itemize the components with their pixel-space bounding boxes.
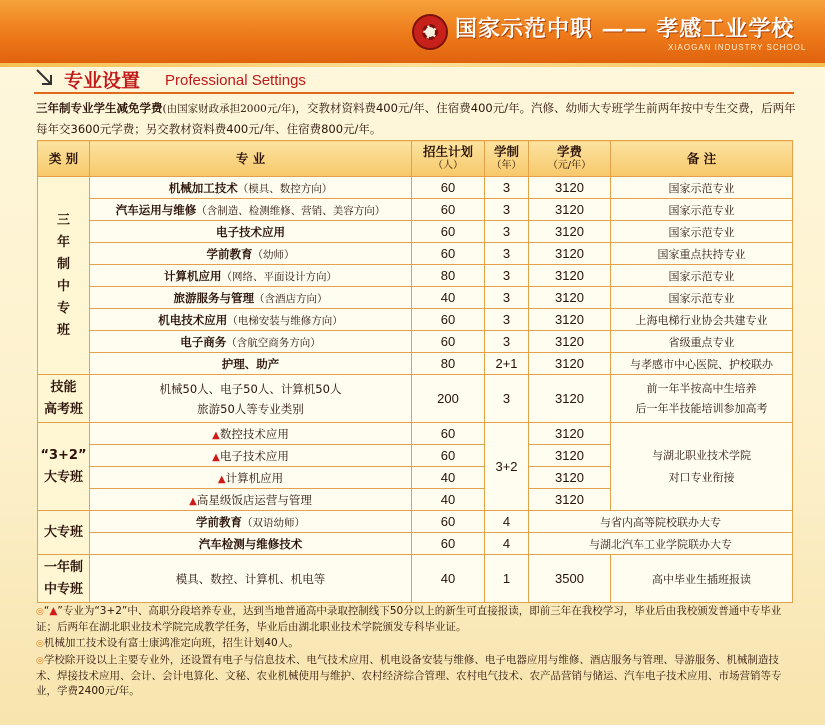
plan-cell: 60 <box>412 177 485 199</box>
major-label: 机电技术应用 <box>158 312 228 327</box>
major-cell <box>90 199 412 221</box>
fee-cell: 3120 <box>529 199 611 221</box>
header-fee <box>529 141 611 177</box>
arrow-icon <box>34 67 56 89</box>
fee-cell: 3120 <box>529 467 611 489</box>
header-years <box>485 141 529 177</box>
plan-cell: 60 <box>412 331 485 353</box>
major-label: 护理、助产 <box>221 356 280 371</box>
remark-cell: 上海电梯行业协会共建专业 <box>611 309 793 331</box>
major-label: 电子技术应用 <box>216 224 285 239</box>
table-row <box>38 353 793 375</box>
section-rule <box>34 92 794 94</box>
table-row <box>38 287 793 309</box>
note-2-text: 机械加工技术设有富士康鸿准定向班，招生计划40人。 <box>43 637 299 649</box>
plan-cell: 40 <box>412 467 485 489</box>
major-line: 旅游50人等专业类别 <box>197 401 304 416</box>
fee-cell: 3500 <box>529 555 611 603</box>
fee-cell: 3120 <box>529 489 611 511</box>
table-row <box>38 309 793 331</box>
program-table <box>37 140 792 601</box>
fee-cell: 3120 <box>529 353 611 375</box>
footer-notes <box>36 604 796 700</box>
major-detail: （模具、数控方向） <box>237 182 333 195</box>
remark-line: 前一年半按高中生培养 <box>646 381 757 395</box>
major-detail: （幼师） <box>252 248 295 261</box>
note-1-quote: “ <box>43 605 50 617</box>
remark-line: 与湖北职业技术学院 <box>652 448 751 462</box>
remark-cell: 省级重点专业 <box>611 331 793 353</box>
major-cell <box>90 533 412 555</box>
header-plan <box>412 141 485 177</box>
section-title-en: Professional Settings <box>165 72 306 89</box>
years-cell: 2+1 <box>485 353 529 375</box>
major-label: 电子技术应用 <box>219 448 289 463</box>
note-3-text: 学校除开设以上主要专业外，还设置有电子与信息技术、电气技术应用、机电设备安装与维修、电子电器应用与维修、酒店服务与管理、导游服务、机械制造技术、焊接技术应用、会计、会计电算化、文秘、农业机械使用与维护、农村经济综合管理、农村电气技术、农产品营销与储运、汽车电子技术应用、市场营销等专业，学费2400元/年。 <box>36 654 782 697</box>
remark-cell <box>611 375 793 423</box>
note-3 <box>36 653 796 699</box>
major-label: 旅游服务与管理 <box>173 290 254 305</box>
category-three-plus-two: “3+2” 大专班 <box>38 423 90 511</box>
note-2 <box>36 636 796 652</box>
major-detail: （网络、平面设计方向） <box>221 270 337 283</box>
category-college: 大专班 <box>38 511 90 555</box>
remark-cell: 与孝感市中心医院、护校联办 <box>611 353 793 375</box>
major-cell <box>90 353 412 375</box>
header-plan-label: 招生计划 <box>422 143 473 159</box>
remark-cell: 高中毕业生插班报读 <box>611 555 793 603</box>
remark-cell: 国家示范专业 <box>611 177 793 199</box>
plan-cell: 40 <box>412 555 485 603</box>
major-cell <box>90 287 412 309</box>
major-label: 机械加工技术 <box>168 180 238 195</box>
major-label: 汽车检测与维修技术 <box>198 536 303 551</box>
fee-cell: 3120 <box>529 177 611 199</box>
major-cell <box>90 243 412 265</box>
years-cell: 3 <box>485 177 529 199</box>
intro-paragraph <box>36 98 796 139</box>
major-label: 计算机应用 <box>164 268 222 283</box>
fee-cell: 3120 <box>529 423 611 445</box>
major-cell <box>90 265 412 287</box>
table-row <box>38 265 793 287</box>
note-1-text: ”专业为“3+2”中、高职分段培养专业，达到当地普通高中录取控制线下50分以上的新生可直接报读，即前三年在我校学习，毕业后由我校颁发普通中专毕业证；后两年在湖北职业技术学院完成教学任务，毕业后由湖北职业技术学院颁发专科毕业证。 <box>36 605 782 633</box>
fee-cell: 3120 <box>529 287 611 309</box>
plan-cell: 200 <box>412 375 485 423</box>
major-cell <box>90 445 412 467</box>
brand-title: 国家示范中职 —— 孝感工业学校 <box>455 16 795 42</box>
major-cell <box>90 423 412 445</box>
header-plan-unit: （人） <box>433 159 463 171</box>
major-cell <box>90 375 412 423</box>
triangle-marker-icon: ▲ <box>217 473 226 485</box>
header-remark: 备 注 <box>611 141 793 177</box>
remark-cell: 国家示范专业 <box>611 199 793 221</box>
years-cell: 3 <box>485 309 529 331</box>
fee-cell: 3120 <box>529 265 611 287</box>
remark-line: 对口专业衔接 <box>668 470 735 484</box>
table-row <box>38 199 793 221</box>
plan-cell: 80 <box>412 353 485 375</box>
bullet-icon: ◎ <box>36 656 44 666</box>
plan-cell: 40 <box>412 287 485 309</box>
major-line: 机械50人、电子50人、计算机50人 <box>159 381 342 396</box>
plan-cell: 60 <box>412 221 485 243</box>
major-label: 高星级饭店运营与管理 <box>196 492 312 507</box>
years-cell: 3 <box>485 221 529 243</box>
major-cell <box>90 467 412 489</box>
plan-cell: 40 <box>412 489 485 511</box>
years-cell: 3 <box>485 287 529 309</box>
years-cell: 3 <box>485 375 529 423</box>
major-detail: （双语幼师） <box>242 516 305 529</box>
years-cell: 4 <box>485 533 529 555</box>
plan-cell: 60 <box>412 445 485 467</box>
major-cell <box>90 221 412 243</box>
triangle-marker-icon: ▲ <box>212 451 220 463</box>
fee-cell: 3120 <box>529 331 611 353</box>
bullet-icon: ◎ <box>36 607 44 617</box>
major-label: 汽车运用与维修 <box>115 202 197 217</box>
section-title: 专业设置 <box>64 70 141 92</box>
major-label: 数控技术应用 <box>219 426 289 441</box>
intro-rest: ，交教材资料费400元/年、住宿费400元/年。汽修、幼师大专班学生前两年按中专生交费，后两年每年交3600元学费；另交教材资料费400元/年、住宿费800元/年。 <box>36 101 796 136</box>
years-cell: 3 <box>485 243 529 265</box>
major-detail: （含航空商务方向） <box>226 336 321 349</box>
table-row <box>38 221 793 243</box>
major-detail: （电梯安装与维修方向） <box>227 314 343 327</box>
major-detail: （含制造、检测维修、营销、美容方向） <box>196 204 386 217</box>
major-label: 学前教育 <box>196 514 242 529</box>
category-one-year: 一年制 中专班 <box>38 555 90 603</box>
major-cell <box>90 511 412 533</box>
major-label: 学前教育 <box>206 246 253 261</box>
remark-cell: 国家示范专业 <box>611 265 793 287</box>
plan-cell: 60 <box>412 309 485 331</box>
header-fee-label: 学费 <box>556 143 582 159</box>
plan-cell: 60 <box>412 243 485 265</box>
remark-line: 后一年半技能培训参加高考 <box>635 401 768 415</box>
years-cell: 3 <box>485 265 529 287</box>
intro-lead: 三年制专业学生减免学费 <box>36 101 163 115</box>
remark-cell <box>611 423 793 511</box>
fee-cell: 3120 <box>529 243 611 265</box>
years-cell: 3+2 <box>485 423 529 511</box>
table-row <box>38 331 793 353</box>
major-label: 计算机应用 <box>225 470 284 485</box>
table-row <box>38 375 793 423</box>
school-logo-icon <box>412 14 448 50</box>
bullet-icon: ◎ <box>36 639 44 649</box>
fee-cell: 3120 <box>529 445 611 467</box>
plan-cell: 60 <box>412 199 485 221</box>
remark-cell: 国家示范专业 <box>611 221 793 243</box>
gear-icon <box>422 24 438 40</box>
fee-cell: 3120 <box>529 375 611 423</box>
plan-cell: 60 <box>412 533 485 555</box>
fee-cell: 3120 <box>529 221 611 243</box>
header-years-unit: （年） <box>491 159 522 171</box>
major-cell <box>90 309 412 331</box>
header-fee-unit: （元/年） <box>547 159 592 171</box>
years-cell: 1 <box>485 555 529 603</box>
major-detail: （含酒店方向） <box>254 292 328 305</box>
table-row <box>38 423 793 445</box>
note-1 <box>36 604 796 635</box>
triangle-marker-icon: ▲ <box>212 429 220 441</box>
header-category: 类 别 <box>38 141 90 177</box>
table-row <box>38 511 793 533</box>
major-cell <box>90 331 412 353</box>
table-row <box>38 177 793 199</box>
plan-cell: 60 <box>412 423 485 445</box>
remark-cell: 与湖北汽车工业学院联办大专 <box>529 533 793 555</box>
years-cell: 3 <box>485 331 529 353</box>
major-cell <box>90 177 412 199</box>
category-tech-college: 技能 高考班 <box>38 375 90 423</box>
table-row <box>38 555 793 603</box>
brand-subtitle: XIAOGAN INDUSTRY SCHOOL <box>668 43 807 52</box>
triangle-marker-icon: ▲ <box>49 605 58 617</box>
table-row <box>38 243 793 265</box>
remark-cell: 国家示范专业 <box>611 287 793 309</box>
plan-cell: 60 <box>412 511 485 533</box>
header-years-label: 学制 <box>493 143 519 159</box>
fee-cell: 3120 <box>529 309 611 331</box>
years-cell: 3 <box>485 199 529 221</box>
remark-cell: 国家重点扶持专业 <box>611 243 793 265</box>
intro-note: (由国家财政承担2000元/年) <box>162 103 296 115</box>
header-major: 专 业 <box>90 141 412 177</box>
major-label: 电子商务 <box>180 334 227 349</box>
triangle-marker-icon: ▲ <box>189 495 197 507</box>
table-row <box>38 533 793 555</box>
major-cell <box>90 489 412 511</box>
major-cell: 模具、数控、计算机、机电等 <box>90 555 412 603</box>
category-three-year: 三 年 制 中 专 班 <box>38 177 90 375</box>
remark-cell: 与省内高等院校联办大专 <box>529 511 793 533</box>
years-cell: 4 <box>485 511 529 533</box>
plan-cell: 80 <box>412 265 485 287</box>
